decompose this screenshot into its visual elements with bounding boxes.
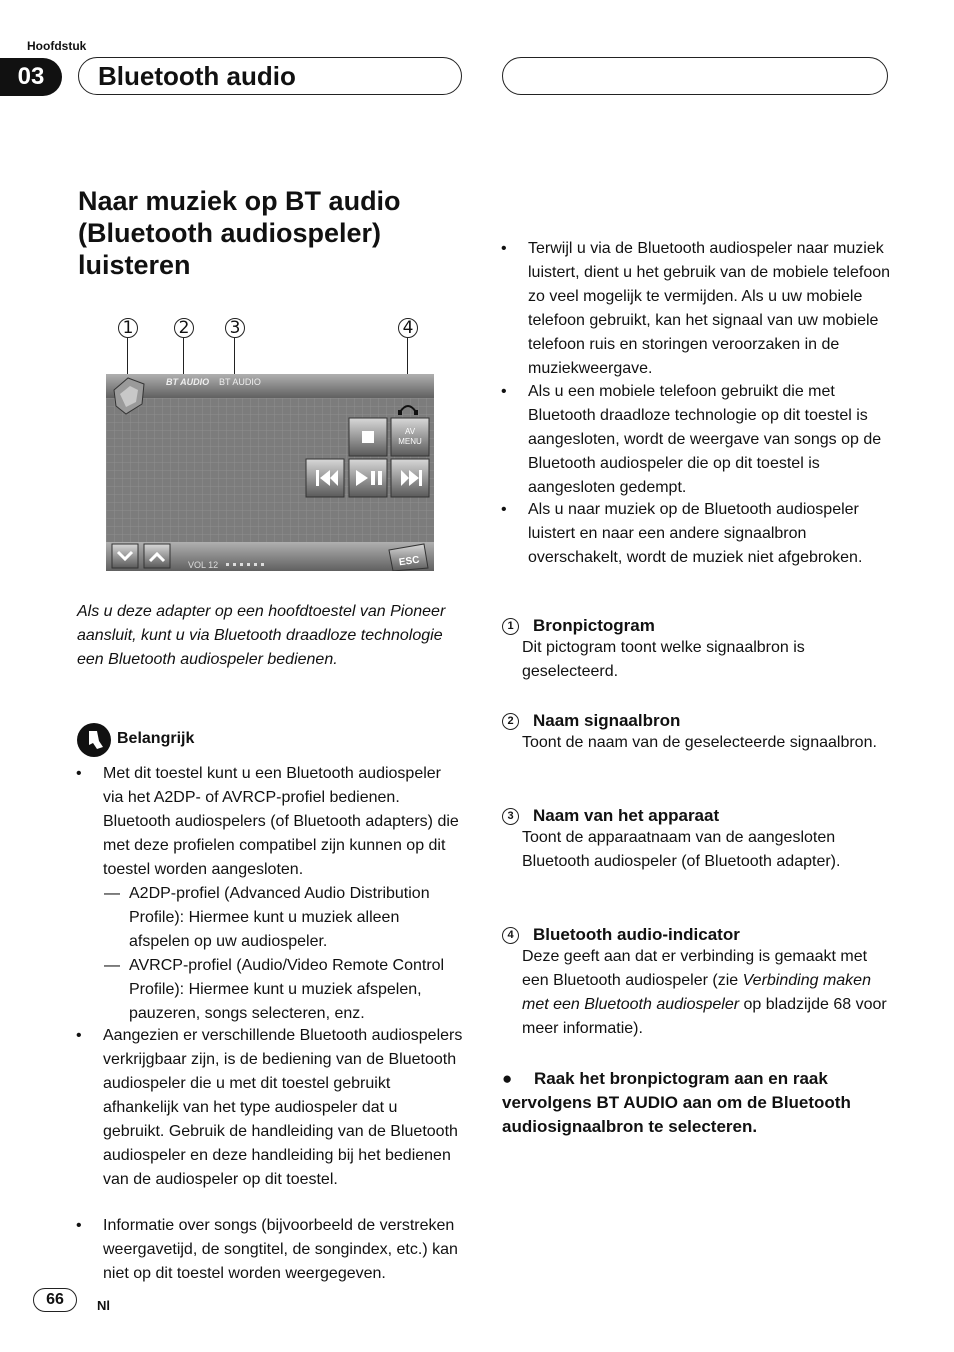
play-pause-button[interactable] [349, 459, 387, 497]
language-code: Nl [97, 1298, 110, 1313]
source-name: BT AUDIO [166, 377, 210, 387]
av-menu-button[interactable] [391, 418, 429, 456]
item-4: 4 Bluetooth audio-indicator Deze geeft aan dat er verbinding is gemaakt met een Bluetooth audiospeler (zie Verbinding maken met een Bluetooth audiospeler op bladzijde 68 voor meer informatie). [502, 925, 892, 1041]
intro-text: Als u deze adapter op een hoofdtoestel van Pioneer aansluit, kunt u via Bluetooth draadloze technologie een Bluetooth audiospeler bedienen. [77, 603, 446, 668]
bullet-song-info: • Informatie over songs (bijvoorbeeld de verstreken weergavetijd, de songtitel, de songindex, etc.) kan niet op dit toestel worden weergegeven. [76, 1217, 458, 1282]
important-icon [77, 723, 111, 757]
svg-text:AV: AV [404, 427, 416, 436]
svg-text:MENU: MENU [398, 437, 422, 446]
callout-2: 2 [174, 318, 194, 338]
item-2: 2 Naam signaalbron Toont de naam van de geselecteerde signaalbron. [502, 711, 892, 755]
bullet-a2dp-avrcp: • Met dit toestel kunt u een Bluetooth audiospeler via het A2DP- of AVRCP-profiel bedienen. Bluetooth audiospelers (of Bluetooth adapters) die met deze profielen compatibel zijn kunnen op dit toestel worden aangesloten. [76, 765, 459, 878]
head-unit-screen [106, 374, 434, 571]
callout-4: 4 [398, 318, 418, 338]
page-number: 66 [33, 1288, 77, 1312]
item-1: 1 Bronpictogram Dit pictogram toont welke signaalbron is geselecteerd. [502, 616, 892, 684]
page-reference: Verbinding maken met een Bluetooth audiospeler [522, 972, 871, 1013]
bullet-source-switch: • Als u naar muziek op de Bluetooth audiospeler luistert en naar een andere signaalbron overschakelt, wordt de muziek niet afgebroken. [501, 501, 863, 566]
volume-up-button[interactable] [144, 544, 170, 568]
esc-label: ESC [398, 554, 421, 569]
item-3: 3 Naam van het apparaat Toont de apparaatnaam van de aangesloten Bluetooth audiospeler (of Bluetooth adapter). [502, 806, 892, 874]
dash-avrcp: — AVRCP-profiel (Audio/Video Remote Control Profile): Hiermee kunt u muziek afspelen, pauzeren, songs selecteren, enz. [104, 957, 445, 1022]
previous-track-button[interactable] [306, 459, 344, 497]
volume-level: VOL 12 [188, 560, 219, 570]
header-right-frame [502, 57, 888, 95]
section-heading: Naar muziek op BT audio (Bluetooth audiospeler) luisteren [78, 186, 401, 280]
next-track-button[interactable] [391, 459, 429, 497]
stop-button[interactable] [349, 418, 387, 456]
important-label: Belangrijk [117, 730, 195, 747]
device-name: BT AUDIO [219, 377, 261, 387]
chapter-title: Bluetooth audio [98, 61, 296, 91]
callout-1: 1 [118, 318, 138, 338]
bullet-mobile-phone: • Terwijl u via de Bluetooth audiospeler naar muziek luistert, dient u het gebruik van de mobiele telefoon zo veel mogelijk te vermijden. Als u uw mobiele telefoon gebruikt, kan het signaal van uw mobiele telefoon ruis en storingen veroorzaken in de muziekweergave. [501, 240, 891, 377]
instruction: ● Raak het bronpictogram aan en raak vervolgens BT AUDIO aan om de Bluetooth audiosignaalbron te selecteren. [502, 1069, 851, 1136]
callout-3: 3 [225, 318, 245, 338]
chapter-label: Hoofdstuk [27, 39, 87, 53]
dash-a2dp: — A2DP-profiel (Advanced Audio Distribution Profile): Hiermee kunt u muziek alleen afspelen op uw audiospeler. [104, 885, 430, 950]
bullet-muted: • Als u een mobiele telefoon gebruikt die met Bluetooth draadloze technologie op dit toestel is aangesloten, wordt de weergave van songs op de Bluetooth audiospeler die op dit toestel is aangesloten gedempt. [501, 383, 882, 496]
instruction-bullet-icon: ● [502, 1069, 513, 1088]
volume-down-button[interactable] [112, 544, 138, 568]
bullet-operation: • Aangezien er verschillende Bluetooth audiospelers verkrijgbaar zijn, is de bediening van de Bluetooth audiospeler die u met dit toestel gebruikt afhankelijk van het type audiospeler dat u gebruikt. Gebruik de handleiding van de Bluetooth audiospeler en deze handleiding bij het bedienen van de audiospeler op dit toestel. [76, 1027, 463, 1188]
chapter-number: 03 [0, 58, 62, 96]
